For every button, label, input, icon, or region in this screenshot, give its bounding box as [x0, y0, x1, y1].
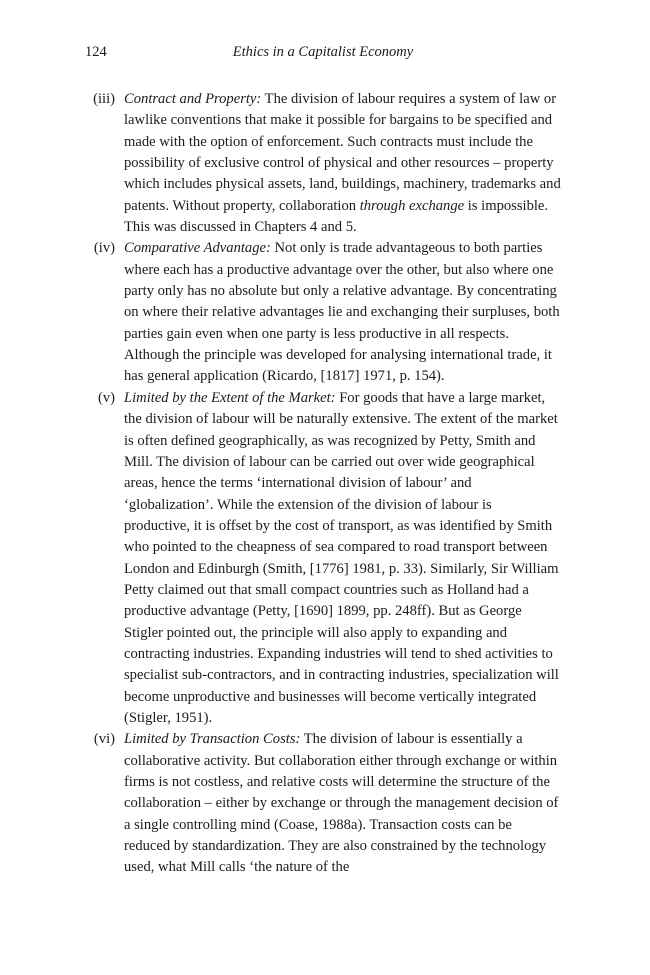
running-header: [85, 44, 561, 64]
item-text: Not only is trade advantageous to both parties where each has a productive advantage over the other, but also where one party only has no absolute but only a relative advantage. By concentrating on where their relative advantages lie and exchanging their surpluses, both parties gain even when one party is less productive in all respects. Although the principle was developed for analysing international trade, it has general application (Ricardo, [1817] 1971, p. 154).: [124, 240, 560, 385]
item-emphasis: through exchange: [359, 197, 465, 214]
item-text-continued: is impossible. This was discussed in Chapters 4 and 5.: [124, 197, 549, 236]
list-item-v: [85, 388, 561, 730]
item-number: (iv): [93, 240, 115, 257]
item-title: Contract and Property:: [124, 91, 262, 107]
enumerated-list: [85, 89, 561, 879]
list-item-iii: [85, 89, 561, 238]
item-title: Limited by Transaction Costs:: [124, 731, 301, 748]
item-title: Limited by the Extent of the Market:: [124, 389, 336, 406]
item-text: The division of labour is essentially a collaborative activity. But collaboration either through exchange or within firms is not costless, and relative costs will determine the structure of the collaboration – either by exchange or through the management decision of a single controlling mind (Coase, 1988a). Transaction costs can be reduced by standardization. They are also constrained by the technology used, what Mill calls ‘the nature of the: [124, 731, 559, 876]
list-item-vi: [85, 729, 561, 878]
page-number: 124: [85, 44, 107, 60]
item-title: Comparative Advantage:: [124, 240, 271, 257]
item-number: (iii): [93, 91, 115, 107]
list-item-iv: [85, 238, 561, 387]
item-text: The division of labour requires a system of law or lawlike conventions that make it possible for bargains to be specified and made with the option of enforcement. Such contracts must include the possibility of exclusive control of physical and other resources – property which includes physical assets, land, buildings, machinery, trademarks and patents. Without property, collaboration: [124, 91, 561, 214]
item-text: For goods that have a large market, the division of labour will be naturally extensive. The extent of the market is often defined geographically, as was recognized by Petty, Smith and Mill. The division of labour can be carried out over wide geographical areas, hence the terms ‘international division of labour’ and ‘globalization’. While the extension of the division of labour is productive, it is offset by the cost of transport, as was identified by Smith who pointed to the cheapness of sea compared to road transport between London and Edinburgh (Smith, [1776] 1981, p. 33). Similarly, Sir William Petty claimed out that small compact countries such as Holland had a productive advantage (Petty, [1690] 1899, pp. 248ff). But as George Stigler pointed out, the principle will also apply to expanding and contracting industries. Expanding industries will tend to shed activities to specialist sub-contractors, and in contracting industries, specialization will become unproductive and businesses will become vertically integrated (Stigler, 1951).: [124, 389, 559, 726]
running-title: Ethics in a Capitalist Economy: [232, 44, 414, 60]
item-number: (v): [97, 389, 115, 406]
item-number: (vi): [93, 731, 115, 748]
